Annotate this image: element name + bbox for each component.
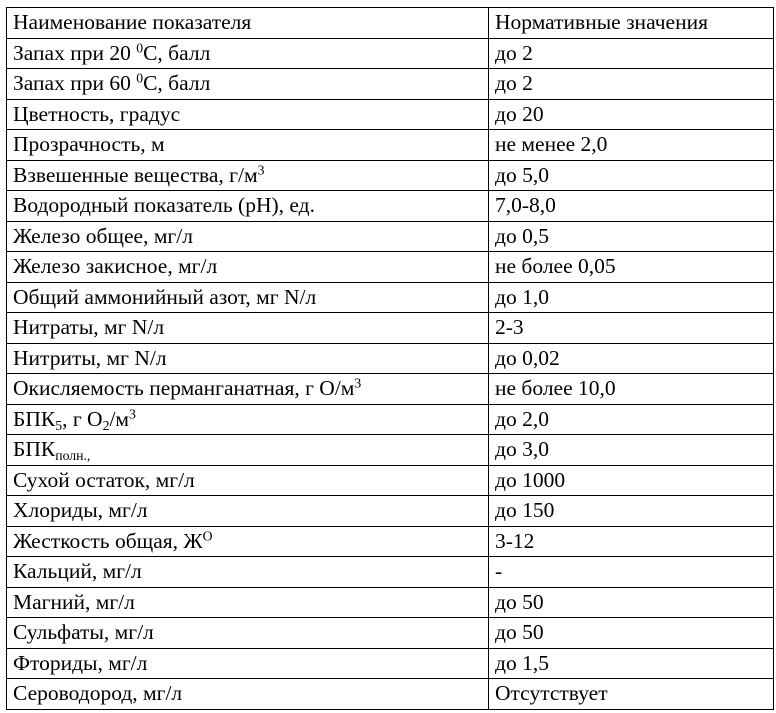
table-row <box>7 313 774 344</box>
indicator-sup: О <box>202 527 213 543</box>
indicator-text: Сухой остаток, мг/л <box>13 467 195 492</box>
norm-value-cell: 3-12 <box>489 526 774 557</box>
table-row <box>7 38 774 69</box>
table-row <box>7 465 774 496</box>
indicator-cell <box>7 648 489 679</box>
indicator-sup: 3 <box>354 375 362 391</box>
norm-value-cell: не менее 2,0 <box>489 130 774 161</box>
norm-value-cell: до 5,0 <box>489 160 774 191</box>
indicator-text: Нитраты, мг N/л <box>13 315 165 339</box>
table-row <box>7 191 774 222</box>
table-row <box>7 160 774 191</box>
table-row <box>7 130 774 161</box>
indicator-text: Запах при 20 <box>13 40 137 65</box>
indicator-text: Общий аммонийный азот, мг N/л <box>13 284 317 309</box>
indicator-text: Водородный показатель (pH), ед. <box>13 193 315 217</box>
indicator-cell <box>7 587 489 618</box>
header-indicator: Наименование показателя <box>7 8 489 39</box>
indicator-mid: , г O <box>62 406 103 431</box>
indicator-sup: 3 <box>257 161 265 177</box>
indicator-cell <box>7 191 489 222</box>
norm-value-cell: до 50 <box>489 618 774 649</box>
norm-value-cell: не более 0,05 <box>489 252 774 283</box>
indicator-cell <box>7 282 489 313</box>
indicator-cell <box>7 130 489 161</box>
table-row <box>7 221 774 252</box>
indicator-cell <box>7 496 489 527</box>
table-body <box>7 38 774 709</box>
table-row <box>7 343 774 374</box>
table-row <box>7 526 774 557</box>
table-row <box>7 252 774 283</box>
indicator-text: Жесткость общая, Ж <box>13 528 203 553</box>
header-norm: Нормативные значения <box>489 8 774 39</box>
water-quality-norms-table <box>6 7 774 710</box>
indicator-text: Магний, мг/л <box>13 589 135 614</box>
norm-value-cell: до 0,02 <box>489 343 774 374</box>
indicator-text: Железо закисное, мг/л <box>13 254 218 278</box>
indicator-cell <box>7 343 489 374</box>
table-row <box>7 648 774 679</box>
indicator-cell <box>7 160 489 191</box>
indicator-text: Запах при 60 <box>13 71 137 95</box>
table-row <box>7 587 774 618</box>
indicator-text: Железо общее, мг/л <box>13 223 193 248</box>
norm-value-cell: до 50 <box>489 587 774 618</box>
indicator-cell <box>7 221 489 252</box>
norm-value-cell: до 2 <box>489 38 774 69</box>
indicator-cell <box>7 374 489 405</box>
indicator-sub2: 2 <box>102 417 110 433</box>
indicator-cell <box>7 69 489 100</box>
indicator-text: Сульфаты, мг/л <box>13 620 154 644</box>
indicator-text: Фториды, мг/л <box>13 650 148 675</box>
indicator-cell <box>7 526 489 557</box>
norm-value-cell: до 150 <box>489 496 774 527</box>
table-row <box>7 557 774 588</box>
indicator-sup: 3 <box>129 405 136 421</box>
norm-value-cell: 2-3 <box>489 313 774 344</box>
norm-value-cell: до 1,0 <box>489 282 774 313</box>
norm-value-cell: до 1,5 <box>489 648 774 679</box>
indicator-cell <box>7 618 489 649</box>
indicator-text: БПК <box>13 437 56 461</box>
indicator-text: Сероводород, мг/л <box>13 681 183 705</box>
norm-value-cell: 7,0-8,0 <box>489 191 774 222</box>
table-row <box>7 99 774 130</box>
indicator-sup: 0 <box>136 70 144 86</box>
indicator-text: Прозрачность, м <box>13 132 165 156</box>
table-row <box>7 618 774 649</box>
indicator-cell <box>7 435 489 466</box>
norm-value-cell: до 20 <box>489 99 774 130</box>
indicator-sup: 0 <box>136 39 144 55</box>
indicator-rest: С, балл <box>143 71 211 95</box>
table-row <box>7 374 774 405</box>
indicator-text: Нитриты, мг N/л <box>13 345 167 370</box>
indicator-sub: полн., <box>55 447 91 463</box>
indicator-text: Взвешенные вещества, г/м <box>13 162 258 187</box>
table-header-row <box>7 8 774 39</box>
norm-value-cell: Отсутствует <box>489 679 774 710</box>
norm-value-cell: до 3,0 <box>489 435 774 466</box>
indicator-sub: 5 <box>55 417 63 433</box>
indicator-rest: /м <box>109 406 130 431</box>
norm-value-cell: - <box>489 557 774 588</box>
indicator-text: Цветность, градус <box>13 101 181 126</box>
norm-value-cell: до 1000 <box>489 465 774 496</box>
table-row <box>7 404 774 435</box>
norm-value-cell: до 2 <box>489 69 774 100</box>
indicator-text: БПК <box>13 406 56 431</box>
table-row <box>7 496 774 527</box>
indicator-cell <box>7 99 489 130</box>
indicator-cell <box>7 557 489 588</box>
indicator-cell <box>7 404 489 435</box>
indicator-cell <box>7 313 489 344</box>
indicator-text: Окисляемость перманганатная, г О/м <box>13 376 355 400</box>
indicator-cell <box>7 465 489 496</box>
indicator-text: Кальций, мг/л <box>13 559 142 583</box>
indicator-cell <box>7 38 489 69</box>
table-row <box>7 679 774 710</box>
norm-value-cell: не более 10,0 <box>489 374 774 405</box>
indicator-rest: С, балл <box>143 40 211 65</box>
table-row <box>7 435 774 466</box>
norm-value-cell: до 2,0 <box>489 404 774 435</box>
table-row <box>7 69 774 100</box>
indicator-cell <box>7 252 489 283</box>
table-row <box>7 282 774 313</box>
indicator-text: Хлориды, мг/л <box>13 498 148 522</box>
norm-value-cell: до 0,5 <box>489 221 774 252</box>
indicator-cell <box>7 679 489 710</box>
